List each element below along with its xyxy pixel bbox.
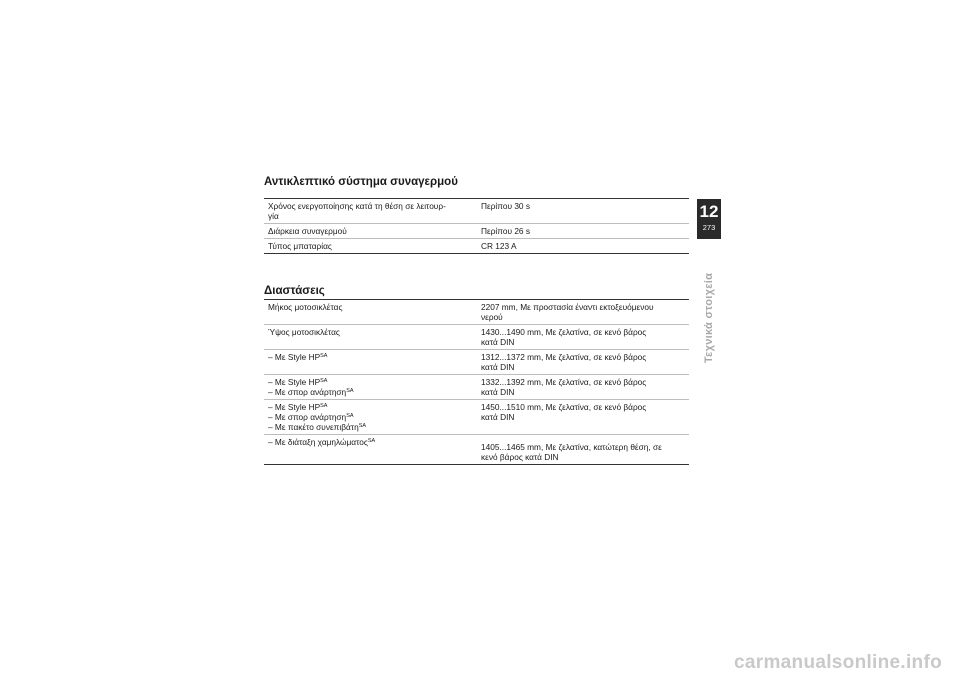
sa-superscript: SA — [346, 413, 354, 419]
watermark: carmanualsonline.info — [734, 652, 942, 673]
value-line: Περίπου 26 s — [481, 226, 530, 236]
label-text: – Με πακέτο συνεπιβάτη — [268, 422, 359, 432]
table-row — [264, 349, 689, 374]
label-line: Τύπος μπαταρίας — [268, 241, 332, 251]
spec-label — [264, 435, 479, 464]
label-text: – Με διάταξη χαμηλώματος — [268, 437, 368, 447]
sa-superscript: SA — [320, 353, 328, 359]
section-title-alarm: Αντικλεπτικό σύστημα συναγερμού — [264, 176, 458, 188]
value-line: 1405...1465 mm, Με ζελατίνα, κατώτερη θέση, σε — [481, 442, 662, 452]
spec-label — [264, 199, 479, 223]
value-line: Περίπου 30 s — [481, 201, 530, 211]
spec-value — [479, 300, 689, 324]
dimensions-spec-table — [264, 299, 689, 465]
page-number: 273 — [702, 223, 716, 232]
spec-value — [479, 400, 689, 434]
value-line: νερού — [481, 312, 503, 322]
label-line: Ύψος μοτοσικλέτας — [268, 327, 340, 337]
section-title-dimensions: Διαστάσεις — [264, 285, 325, 297]
label-text: – Με Style HP — [268, 377, 321, 387]
value-line: 1450...1510 mm, Με ζελατίνα, σε κενό βάρος — [481, 402, 647, 412]
table-row — [264, 374, 689, 399]
chapter-tab — [697, 199, 721, 239]
label-line — [268, 402, 479, 412]
sa-superscript: SA — [367, 438, 376, 444]
label-line: γία — [268, 211, 279, 221]
sa-superscript: SA — [346, 388, 354, 394]
label-text: – Με σπορ ανάρτηση — [268, 387, 347, 397]
label-text: – Με σπορ ανάρτηση — [268, 412, 347, 422]
spec-label — [264, 300, 479, 324]
label-line: Μήκος μοτοσικλέτας — [268, 302, 343, 312]
value-line: 1430...1490 mm, Με ζελατίνα, σε κενό βάρος — [481, 327, 647, 337]
spec-value — [479, 325, 689, 349]
spec-value — [479, 224, 689, 238]
table-row — [264, 238, 689, 253]
label-line — [268, 352, 479, 362]
spec-label — [264, 224, 479, 238]
spec-value — [479, 350, 689, 374]
spec-label — [264, 400, 479, 434]
table-row — [264, 324, 689, 349]
spec-value — [479, 435, 689, 464]
label-line — [268, 412, 479, 422]
spec-label — [264, 375, 479, 399]
label-text: – Με Style HP — [268, 352, 321, 362]
label-line — [268, 377, 479, 387]
value-line: κενό βάρος κατά DIN — [481, 452, 559, 462]
label-line: Διάρκεια συναγερμού — [268, 226, 347, 236]
table-row — [264, 223, 689, 238]
table-row — [264, 399, 689, 434]
spec-label — [264, 325, 479, 349]
alarm-spec-table — [264, 198, 689, 254]
sa-superscript: SA — [358, 423, 367, 429]
spec-value — [479, 239, 689, 253]
value-line: CR 123 A — [481, 241, 517, 251]
spec-value — [479, 375, 689, 399]
label-line: Χρόνος ενεργοποίησης κατά τη θέση σε λειτουρ- — [268, 201, 446, 211]
table-row — [264, 434, 689, 464]
value-line: 1332...1392 mm, Με ζελατίνα, σε κενό βάρος — [481, 377, 647, 387]
sa-superscript: SA — [320, 378, 328, 384]
chapter-side-label: Τεχνικά στοιχεία — [703, 272, 715, 364]
label-line — [268, 387, 479, 397]
value-line: κατά DIN — [481, 387, 515, 397]
spec-label — [264, 239, 479, 253]
label-text: – Με Style HP — [268, 402, 321, 412]
value-line: 1312...1372 mm, Με ζελατίνα, σε κενό βάρος — [481, 352, 647, 362]
label-line — [268, 437, 479, 447]
spec-value — [479, 199, 689, 223]
value-line: κατά DIN — [481, 362, 515, 372]
table-row — [264, 300, 689, 324]
value-line: 2207 mm, Με προστασία έναντι εκτοξευόμενου — [481, 302, 654, 312]
value-line: κατά DIN — [481, 337, 515, 347]
spec-label — [264, 350, 479, 374]
chapter-number: 12 — [699, 202, 719, 221]
table-row — [264, 199, 689, 223]
value-line: κατά DIN — [481, 412, 515, 422]
label-line — [268, 422, 479, 432]
sa-superscript: SA — [320, 403, 328, 409]
